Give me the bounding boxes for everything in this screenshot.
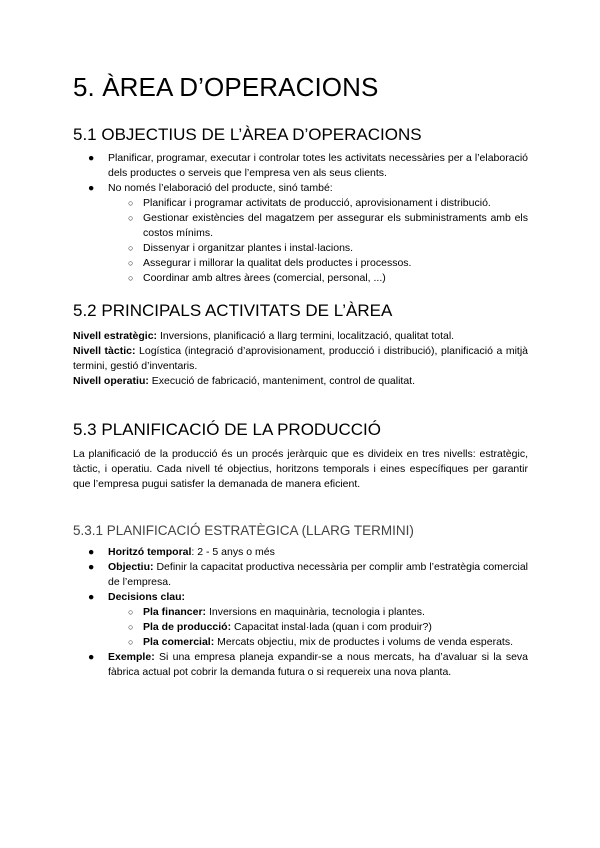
row-text: Execució de fabricació, manteniment, control de qualitat. bbox=[148, 375, 416, 387]
section-5-2-heading: 5.2 PRINCIPALS ACTIVITATS DE L’ÀREA bbox=[73, 301, 393, 320]
list-item-text: Assegurar i millorar la qualitat dels productes i processos. bbox=[143, 257, 412, 269]
row-label: Nivell estratègic: bbox=[73, 330, 158, 342]
bullet-icon: ● bbox=[88, 651, 95, 663]
activity-row bbox=[73, 344, 528, 374]
item-label: Pla financer: bbox=[143, 606, 207, 618]
sub-list-item bbox=[73, 256, 528, 271]
list-item-text: Planificar i programar activitats de producció, aprovisionament i distribució. bbox=[143, 197, 491, 209]
sub-list-item bbox=[73, 620, 528, 635]
sub-list-item bbox=[73, 605, 528, 620]
item-text: Definir la capacitat productiva necessària per complir amb l’estratègia comercial de l’empresa. bbox=[108, 561, 528, 588]
item-text: Inversions en maquinària, tecnologia i plantes. bbox=[206, 606, 425, 618]
sub-list-item bbox=[73, 196, 528, 211]
item-label: Decisions clau: bbox=[108, 591, 186, 603]
item-text: Capacitat instal·lada (quan i com produir?) bbox=[231, 621, 432, 633]
sub-list-item bbox=[73, 635, 528, 650]
sub-list-item bbox=[73, 271, 528, 286]
sub-list-item bbox=[73, 241, 528, 256]
item-label: Horitzó temporal bbox=[108, 546, 192, 558]
circle-bullet-icon: ○ bbox=[128, 258, 134, 268]
page-title: 5. ÀREA D’OPERACIONS bbox=[73, 72, 379, 102]
list-item bbox=[73, 590, 528, 605]
item-label: Exemple: bbox=[108, 651, 155, 663]
row-text: Logística (integració d’aprovisionament, producció i distribució), planificació a mitjà termini, gestió d’inventaris. bbox=[73, 345, 529, 372]
circle-bullet-icon: ○ bbox=[128, 607, 134, 617]
item-label: Objectiu: bbox=[108, 561, 154, 573]
list-item-text: Planificar, programar, executar i controlar totes les activitats necessàries per a l’elaboració dels productes o serveis que l’empresa ven als seus clients. bbox=[108, 152, 528, 179]
section-5-3-1-heading: 5.3.1 PLANIFICACIÓ ESTRATÈGICA (LLARG TERMINI) bbox=[73, 523, 414, 538]
activity-row bbox=[73, 374, 528, 389]
activity-row bbox=[73, 329, 528, 344]
circle-bullet-icon: ○ bbox=[128, 637, 134, 647]
list-item-text: Dissenyar i organitzar plantes i instal·lacions. bbox=[143, 242, 354, 254]
circle-bullet-icon: ○ bbox=[128, 213, 134, 223]
bullet-icon: ● bbox=[88, 591, 95, 603]
item-text: Mercats objectiu, mix de productes i volums de venda esperats. bbox=[214, 636, 514, 648]
list-item bbox=[73, 181, 528, 196]
circle-bullet-icon: ○ bbox=[128, 273, 134, 283]
item-label: Pla de producció: bbox=[143, 621, 232, 633]
section-5-1-heading: 5.1 OBJECTIUS DE L’ÀREA D’OPERACIONS bbox=[73, 125, 422, 144]
circle-bullet-icon: ○ bbox=[128, 198, 134, 208]
list-item-text: Coordinar amb altres àrees (comercial, personal, ...) bbox=[143, 272, 386, 284]
row-label: Nivell tàctic: bbox=[73, 345, 136, 357]
section-5-2-body bbox=[73, 329, 528, 389]
list-item bbox=[73, 545, 528, 560]
list-item-text: Gestionar existències del magatzem per assegurar els subministraments amb els costos mínims. bbox=[143, 212, 528, 239]
section-5-3-1-list bbox=[73, 545, 528, 680]
sub-list-item bbox=[73, 211, 528, 241]
row-text: Inversions, planificació a llarg termini, localització, qualitat total. bbox=[157, 330, 455, 342]
bullet-icon: ● bbox=[88, 561, 95, 573]
item-text: : 2 - 5 anys o més bbox=[191, 546, 275, 558]
list-item bbox=[73, 650, 528, 680]
list-item bbox=[73, 560, 528, 590]
circle-bullet-icon: ○ bbox=[128, 243, 134, 253]
list-item bbox=[73, 151, 528, 181]
row-label: Nivell operatiu: bbox=[73, 375, 149, 387]
circle-bullet-icon: ○ bbox=[128, 622, 134, 632]
section-5-3-heading: 5.3 PLANIFICACIÓ DE LA PRODUCCIÓ bbox=[73, 420, 381, 439]
bullet-icon: ● bbox=[88, 546, 95, 558]
section-5-3-paragraph: La planificació de la producció és un procés jeràrquic que es divideix en tres nivells: estratègic, tàctic, i operatiu. Cada nivell té objectius, horitzons temporals i eines específiques per garantir que l’empresa pugui satisfer la demanada de manera eficient. bbox=[73, 448, 528, 490]
bullet-icon: ● bbox=[88, 152, 95, 164]
section-5-1-list bbox=[73, 151, 528, 286]
bullet-icon: ● bbox=[88, 182, 95, 194]
list-item-text: No només l’elaboració del producte, sinó també: bbox=[108, 182, 333, 194]
item-label: Pla comercial: bbox=[143, 636, 215, 648]
item-text: Si una empresa planeja expandir-se a nous mercats, ha d’avaluar si la seva fàbrica actual pot cobrir la demanda futura o si requereix una nova planta. bbox=[108, 651, 528, 678]
